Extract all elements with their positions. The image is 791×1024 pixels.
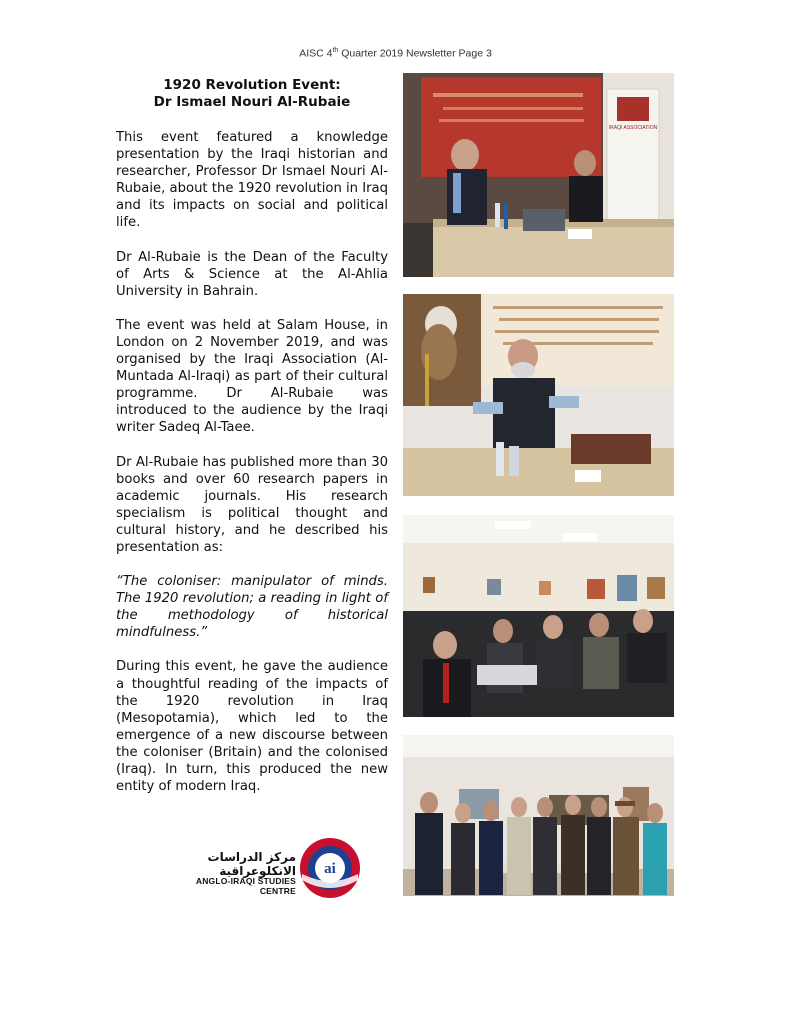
title-line-1: 1920 Revolution Event:: [163, 77, 341, 93]
article-column: [116, 77, 388, 812]
aisc-logo: [168, 836, 368, 902]
header-suffix: Quarter 2019 Newsletter Page 3: [338, 47, 492, 60]
paragraph-closing: During this event, he gave the audience a thoughtful reading of the impacts of the 1920 revolution in Iraq (Mesopotamia), which led to the emergence of a new discourse between the coloniser (Britain) and the colonised (Iraq). In turn, this produced the new entity of modern Iraq.: [116, 659, 388, 795]
photo-speaker-presenting: [403, 294, 674, 496]
logo-arabic-text: مركز الدراسات الانكلوعراقية: [207, 850, 296, 878]
logo-english-text: ANGLO-IRAQI STUDIES CENTRE: [195, 876, 296, 896]
paragraph-publications: Dr Al-Rubaie has published more than 30 books and over 60 research papers in academic journals. His research specialism is political thought and cultural history, and he described his presentation as:: [116, 454, 388, 555]
photo-audience: [403, 515, 674, 717]
page-header: [0, 47, 791, 60]
paragraph-venue: The event was held at Salam House, in London on 2 November 2019, and was organised by the Iraqi Association (Al-Muntada Al-Iraqi) as part of their cultural programme. Dr Al-Rubaie was introduced to the audience by the Iraqi writer Sadeq Al-Taee.: [116, 317, 388, 436]
photo-panel-discussion: [403, 73, 674, 277]
article-title: [116, 77, 388, 111]
title-line-2: Dr Ismael Nouri Al-Rubaie: [153, 94, 351, 110]
paragraph-intro: This event featured a knowledge presentation by the Iraqi historian and researcher, Professor Dr Ismael Nouri Al-Rubaie, about the 1920 revolution in Iraq and its impacts on social and political life.: [116, 130, 388, 231]
emblem-letters: ai: [324, 861, 336, 877]
header-sup: th: [332, 47, 339, 54]
presentation-quote: “The coloniser: manipulator of minds. The 1920 revolution; a reading in light of the methodology of historical mindfulness.”: [116, 574, 388, 641]
banner-text: IRAQI ASSOCIATION: [608, 125, 658, 131]
paragraph-dean: Dr Al-Rubaie is the Dean of the Faculty of Arts & Science at the Al-Ahlia University in Bahrain.: [116, 249, 388, 299]
aisc-emblem-icon: [298, 836, 362, 900]
photo-group: [403, 735, 674, 896]
header-prefix: AISC 4: [299, 47, 333, 60]
